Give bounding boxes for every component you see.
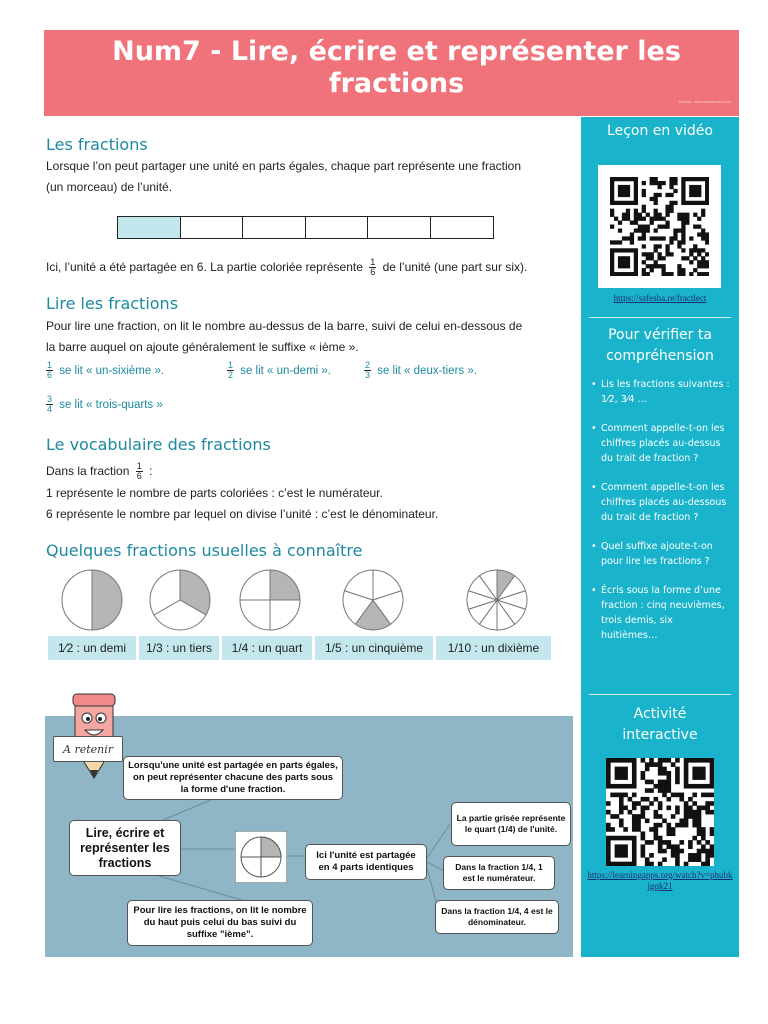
fraction: [46, 361, 53, 380]
s1-text-line1: Lorsque l’on peut partager une unité en parts égales, chaque part représente une fraction: [46, 159, 521, 173]
header-credit: Source : www.maxicours.com: [678, 99, 731, 104]
fraction-denominator: 6: [47, 370, 53, 381]
page-title: Num7 - Lire, écrire et représenter les fractions: [112, 36, 681, 99]
fraction-circles: [44, 564, 564, 634]
summary-bubble-quarter: La partie grisée représente le quart (1/4) de l'unité.: [451, 802, 571, 846]
fraction-denominator: 2: [228, 370, 234, 381]
circle-segment: [240, 600, 270, 630]
fraction-circle: [62, 570, 122, 630]
question-item: • Écris sous la forme d’une fraction : cinq neuvièmes, trois demis, six huitièmes…: [591, 583, 731, 643]
sidebar: [581, 117, 739, 957]
unit-bar-part: [430, 216, 494, 239]
comprehension-questions: [591, 377, 731, 657]
fraction-numerator: 1: [136, 461, 142, 472]
summary-panel: [45, 716, 573, 957]
fraction-numerator: 3: [47, 394, 53, 405]
label-one-half: 1⁄2 : un demi: [48, 636, 136, 660]
label-one-fifth: 1/5 : un cinquième: [315, 636, 433, 660]
summary-center-title: Lire, écrire et représenter les fractions: [69, 820, 181, 876]
sidebar-video-title: Leçon en vidéo: [607, 123, 713, 139]
summary-bubble-denominator: Dans la fraction 1/4, 4 est le dénominateur.: [435, 900, 559, 934]
example-text: se lit « trois-quarts »: [59, 399, 163, 411]
s3-line1-end: :: [149, 464, 153, 478]
unit-bar-part: [180, 216, 244, 239]
fraction-circle: [467, 570, 527, 630]
section-heading-read: Lire les fractions: [46, 294, 179, 313]
unit-bar-part: [367, 216, 431, 239]
qr-code-activity[interactable]: [598, 750, 721, 870]
fraction-numerator: 1: [228, 360, 234, 371]
unit-bar-part: [242, 216, 306, 239]
section-heading-vocabulary: Le vocabulaire des fractions: [46, 435, 271, 454]
s3-line1-text: Dans la fraction: [46, 464, 130, 478]
example-text: se lit « un-sixième ».: [59, 365, 165, 377]
circle-segment-shaded: [92, 570, 122, 630]
s3-text-line1: [46, 456, 152, 486]
fraction-numerator: 1: [370, 257, 376, 268]
qr-code-icon: [606, 758, 714, 866]
example-one-half: [227, 356, 331, 386]
sidebar-divider: [589, 317, 731, 318]
circle-segment: [270, 600, 300, 630]
fraction-1-6: [369, 258, 376, 277]
fraction-numerator: 2: [365, 360, 371, 371]
question-item: • Comment appelle-t-on les chiffres placés au-dessous du trait de fraction ?: [591, 480, 731, 525]
fraction-circle: [343, 570, 403, 630]
section-heading-common-fractions: Quelques fractions usuelles à connaître: [46, 541, 363, 560]
fraction-1-6: [136, 462, 143, 481]
question-item: • Lis les fractions suivantes : 1⁄2, 3⁄4 …: [591, 377, 731, 407]
section-heading-fractions: Les fractions: [46, 135, 148, 154]
summary-bubble-definition: Lorsqu'une unité est partagée en parts égales, on peut représenter chacune des parts sous la forme d'une fraction.: [123, 756, 343, 800]
s2-text-line2: la barre auquel on ajoute généralement le suffixe « ième ».: [46, 340, 359, 354]
fraction-circle: [150, 570, 210, 630]
quarter-circle-diagram: [235, 831, 287, 883]
sidebar-divider: [589, 694, 731, 695]
video-link[interactable]: https://safesha.re/fractlect: [613, 293, 707, 303]
fraction: [227, 361, 234, 380]
label-one-tenth: 1/10 : un dixième: [436, 636, 551, 660]
s1-text-line2: (un morceau) de l’unité.: [46, 180, 173, 194]
unit-bar-part-shaded: [117, 216, 181, 239]
question-item: • Quel suffixe ajoute-t-on pour lire les fractions ?: [591, 539, 731, 569]
sidebar-check-title: Pour vérifier ta compréhension: [606, 327, 714, 364]
unit-bar-sixths: [118, 216, 494, 239]
s2-text-line1: Pour lire une fraction, on lit le nombre au-dessus de la barre, suivi de celui en-dessous de: [46, 319, 523, 333]
summary-bubble-four-parts: Ici l'unité est partagée en 4 parts identiques: [305, 844, 427, 880]
question-item: • Comment appelle-t-on les chiffres placés au-dessus du trait de fraction ?: [591, 421, 731, 466]
label-one-quarter: 1/4 : un quart: [222, 636, 312, 660]
circle-segment: [240, 570, 270, 600]
activity-link[interactable]: https://learningapps.org/watch?v=phubkjgqk21: [587, 870, 733, 891]
label-one-third: 1/3 : un tiers: [139, 636, 219, 660]
s3-text-line2: 1 représente le nombre de parts coloriées : c’est le numérateur.: [46, 486, 383, 500]
fraction-circle: [240, 570, 300, 630]
s1-caption-a: Ici, l’unité a été partagée en 6. La partie coloriée représente: [46, 260, 363, 274]
example-text: se lit « deux-tiers ».: [377, 365, 477, 377]
qr-code-video[interactable]: [598, 165, 721, 288]
sidebar-activity-title: Activité interactive: [622, 706, 698, 743]
example-text: se lit « un-demi ».: [240, 365, 331, 377]
fraction-denominator: 6: [136, 471, 142, 482]
summary-bubble-numerator: Dans la fraction 1/4, 1 est le numérateur.: [443, 856, 555, 890]
page-header: [44, 30, 739, 116]
fraction: [364, 361, 371, 380]
example-one-sixth: [46, 356, 164, 386]
unit-bar-part: [305, 216, 369, 239]
summary-bubble-reading: Pour lire les fractions, on lit le nombre du haut puis celui du bas suivi du suffixe "ième".: [127, 900, 313, 946]
s1-caption-b: de l’unité (une part sur six).: [382, 260, 528, 274]
circle-segment: [62, 570, 92, 630]
fraction-numerator: 1: [47, 360, 53, 371]
fraction-denominator: 4: [47, 404, 53, 415]
circle-segment-shaded: [270, 570, 300, 600]
example-three-quarters: [46, 390, 163, 420]
s1-caption: [46, 252, 527, 282]
s3-text-line3: 6 représente le nombre par lequel on divise l’unité : c’est le dénominateur.: [46, 507, 439, 521]
qr-code-icon: [610, 177, 709, 276]
fraction-denominator: 6: [370, 267, 376, 278]
retenir-tag: A retenir: [53, 736, 123, 762]
fraction-denominator: 3: [365, 370, 371, 381]
example-two-thirds: [364, 356, 477, 386]
fraction: [46, 395, 53, 414]
